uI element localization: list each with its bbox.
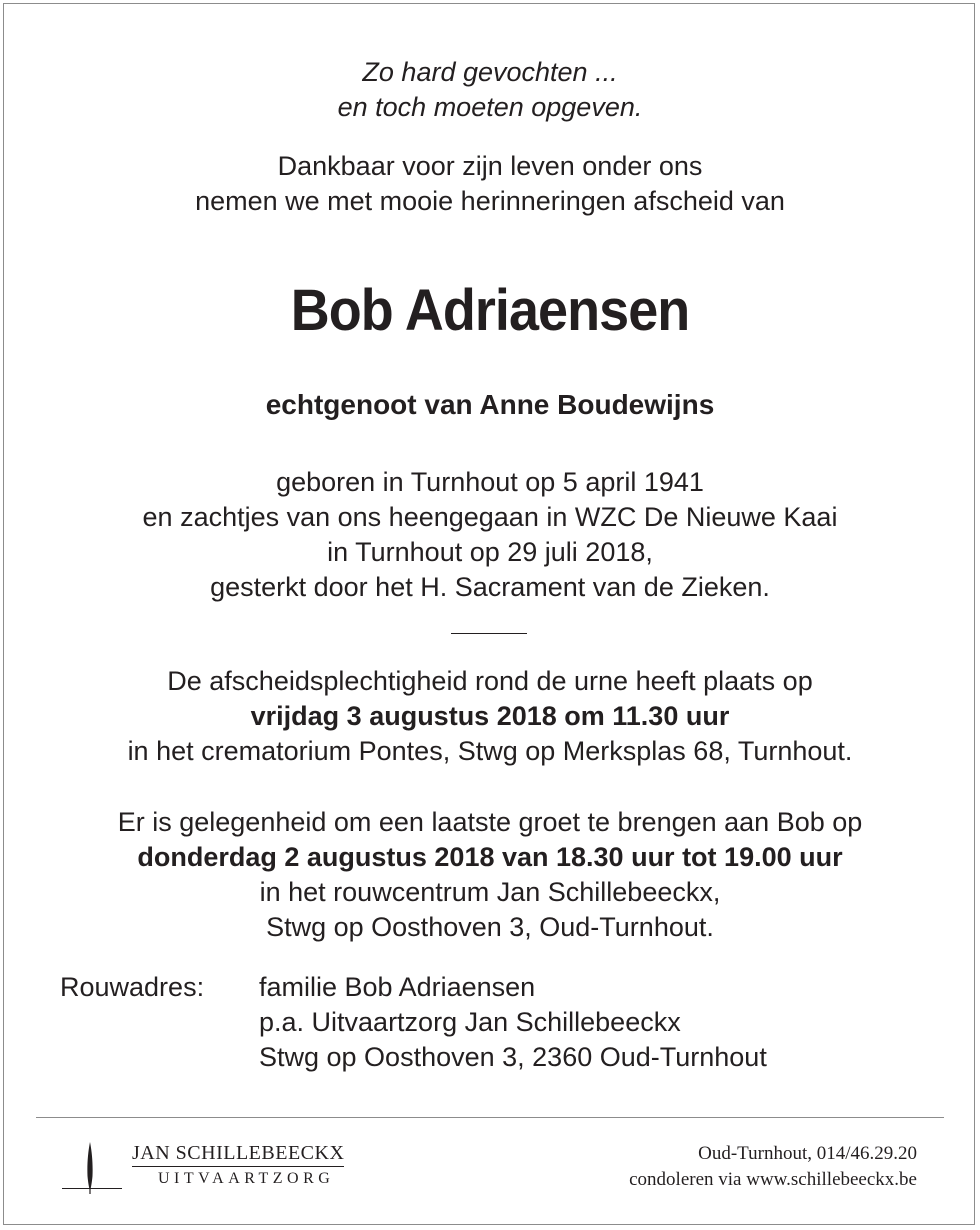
- logo-name: JAN SCHILLEBEECKX: [132, 1141, 344, 1167]
- funeral-home-logo: [62, 1137, 382, 1197]
- mourning-address-lines: [259, 970, 767, 1075]
- motto-line-1: Zo hard gevochten ...: [362, 57, 618, 87]
- visit-intro: Er is gelegenheid om een laatste groet te brengen aan Bob op: [117, 807, 863, 837]
- death-line-2: in Turnhout op 29 juli 2018,: [327, 537, 653, 567]
- motto: [0, 55, 980, 125]
- visit-date-time: donderdag 2 augustus 2018 van 18.30 uur tot 19.00 uur: [137, 842, 843, 872]
- ceremony-location: in het crematorium Pontes, Stwg op Merksplas 68, Turnhout.: [127, 736, 853, 766]
- birth-line: geboren in Turnhout op 5 april 1941: [276, 467, 704, 497]
- ceremony-date-time: vrijdag 3 augustus 2018 om 11.30 uur: [250, 701, 730, 731]
- visit-location-2: Stwg op Oosthoven 3, Oud-Turnhout.: [266, 912, 714, 942]
- logo-baseline: [62, 1188, 122, 1189]
- sacrament-line: gesterkt door het H. Sacrament van de Zieken.: [210, 572, 770, 602]
- contact-info: [629, 1141, 917, 1193]
- death-line-1: en zachtjes van ons heengegaan in WZC De Nieuwe Kaai: [142, 502, 838, 532]
- ceremony-intro: De afscheidsplechtigheid rond de urne heeft plaats op: [167, 666, 813, 696]
- spouse-line: echtgenoot van Anne Boudewijns: [265, 389, 715, 420]
- contact-website: condoleren via www.schillebeeckx.be: [629, 1169, 917, 1190]
- intro-text: [0, 149, 980, 219]
- motto-line-2: en toch moeten opgeven.: [337, 92, 643, 122]
- footer-rule: [36, 1117, 944, 1118]
- section-divider: [451, 633, 527, 634]
- deceased-name: Bob Adriaensen: [290, 278, 690, 343]
- intro-line-1: Dankbaar voor zijn leven onder ons: [277, 151, 703, 181]
- mourning-address-label: Rouwadres:: [60, 972, 205, 1002]
- address-line-2: p.a. Uitvaartzorg Jan Schillebeeckx: [259, 1007, 681, 1037]
- cypress-tree-icon: [84, 1142, 96, 1194]
- logo-subtitle: UITVAARTZORG: [158, 1170, 335, 1187]
- address-line-3: Stwg op Oosthoven 3, 2360 Oud-Turnhout: [259, 1042, 767, 1072]
- ceremony-info: [0, 664, 980, 769]
- visit-location-1: in het rouwcentrum Jan Schillebeeckx,: [259, 877, 721, 907]
- birth-death-info: [0, 465, 980, 605]
- address-line-1: familie Bob Adriaensen: [259, 972, 536, 1002]
- intro-line-2: nemen we met mooie herinneringen afscheid van: [195, 186, 785, 216]
- contact-phone: Oud-Turnhout, 014/46.29.20: [698, 1143, 917, 1164]
- farewell-visit-info: [0, 805, 980, 945]
